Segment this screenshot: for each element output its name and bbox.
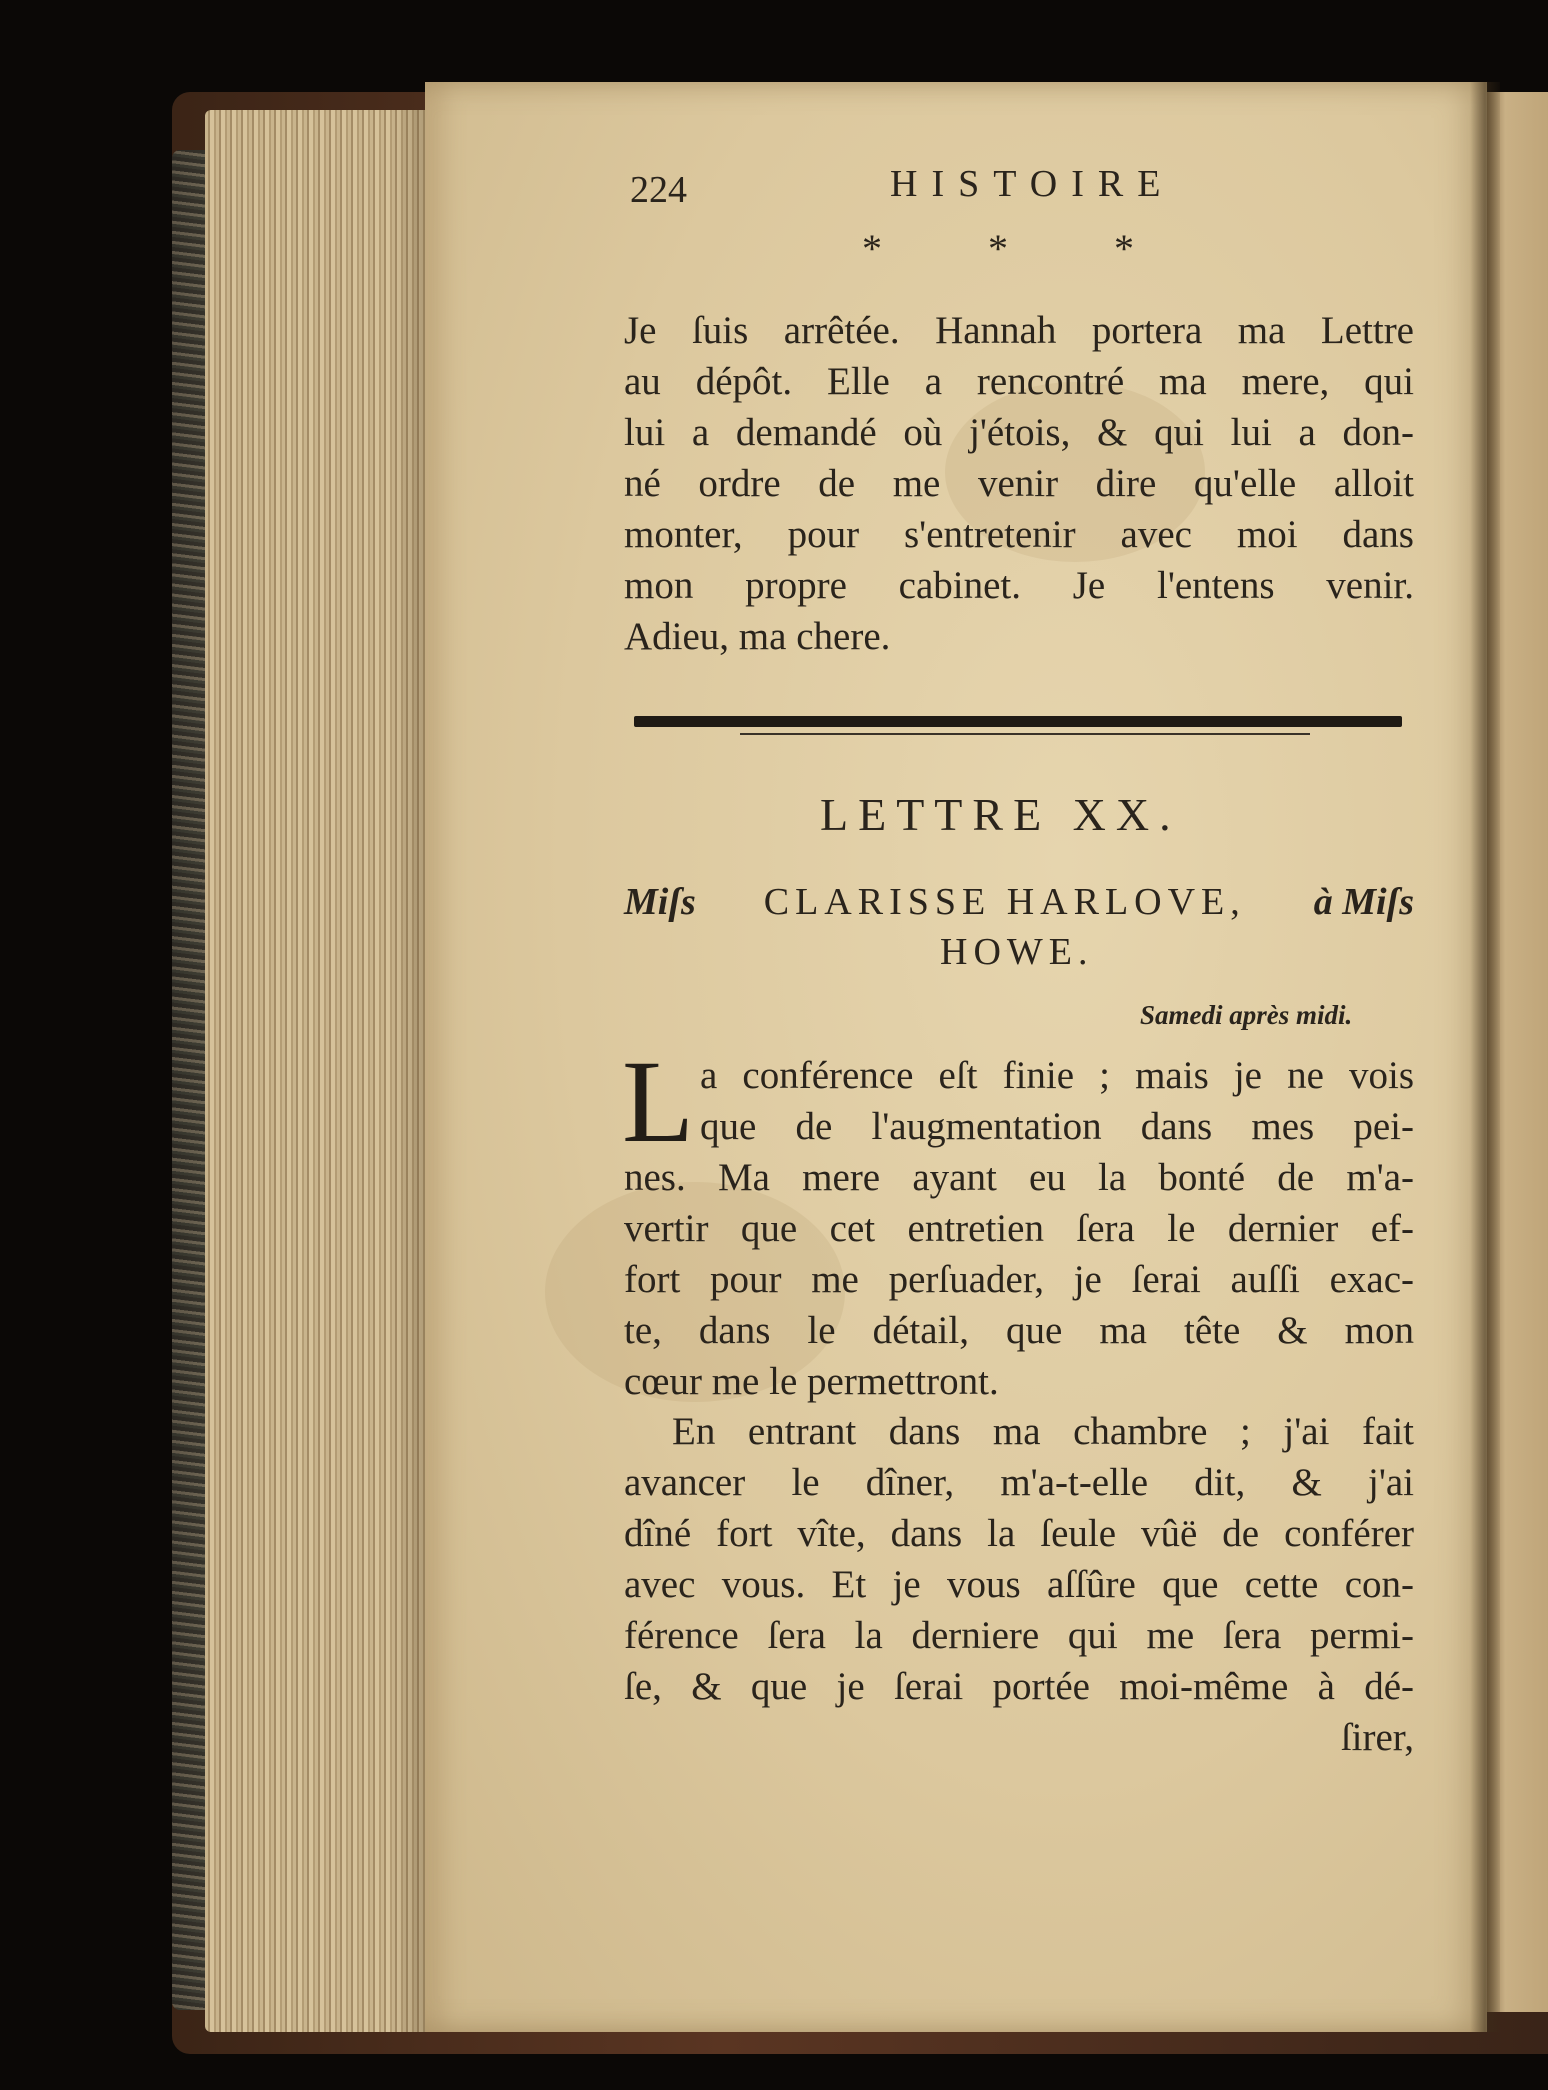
text-line: avec vous. Et je vous aſſûre que cette con- — [624, 1563, 1414, 1606]
letter-heading: LETTRE XX. — [820, 789, 1181, 840]
text-line: mon propre cabinet. Je l'entens venir. — [624, 564, 1414, 607]
paragraph-2 — [624, 1152, 1414, 1407]
recipient-prefix: à Miſs — [1313, 881, 1414, 923]
catchword: ſirer, — [1340, 1716, 1414, 1759]
text-line: férence ſera la derniere qui me ſera permi- — [624, 1614, 1414, 1657]
text-line: que de l'augmentation dans mes pei- — [700, 1105, 1414, 1148]
page-edge-shadow — [390, 110, 430, 2032]
section-rule-thin — [740, 733, 1310, 735]
section-separator: * * * — [862, 226, 1182, 271]
text-line: nes. Ma mere ayant eu la bonté de m'a- — [624, 1156, 1414, 1199]
paragraph-1 — [624, 305, 1414, 662]
text-line: Adieu, ma chere. — [624, 615, 891, 658]
page-number: 224 — [630, 169, 687, 211]
text-line: lui a demandé où j'étois, & qui lui a don- — [624, 411, 1414, 454]
sender-title: Miſs — [624, 881, 696, 923]
paragraph-2-opening — [700, 1050, 1414, 1152]
text-line: monter, pour s'entretenir avec moi dans — [624, 513, 1414, 556]
recipient-name: HOWE. — [940, 931, 1094, 973]
text-line: Je ſuis arrêtée. Hannah portera ma Lettre — [624, 309, 1414, 352]
text-line: fort pour me perſuader, je ſerai auſſi exac- — [624, 1258, 1414, 1301]
text-line: a conférence eſt finie ; mais je ne vois — [700, 1054, 1414, 1097]
letter-dateline: Samedi après midi. — [1140, 1000, 1353, 1030]
section-rule-thick — [634, 716, 1402, 727]
sender-name: CLARISSE HARLOVE, — [763, 881, 1246, 923]
letter-address-line-1 — [624, 880, 1414, 924]
text-line: né ordre de me venir dire qu'elle alloit — [624, 462, 1414, 505]
page-gutter-shadow — [1470, 82, 1500, 2032]
text-line: dîné fort vîte, dans la ſeule vûë de conférer — [624, 1512, 1414, 1555]
text-line: avancer le dîner, m'a-t-elle dit, & j'ai — [624, 1461, 1414, 1504]
text-line: te, dans le détail, que ma tête & mon — [624, 1309, 1414, 1352]
text-line: cœur me le permettront. — [624, 1360, 999, 1403]
running-head: HISTOIRE — [890, 163, 1175, 205]
text-line: vertir que cet entretien ſera le dernier ef- — [624, 1207, 1414, 1250]
text-line: au dépôt. Elle a rencontré ma mere, qui — [624, 360, 1414, 403]
drop-cap: L — [622, 1036, 695, 1167]
text-line: En entrant dans ma chambre ; j'ai fait — [672, 1410, 1414, 1453]
text-line: ſe, & que je ſerai portée moi-même à dé- — [624, 1665, 1414, 1708]
paragraph-3 — [624, 1406, 1414, 1763]
